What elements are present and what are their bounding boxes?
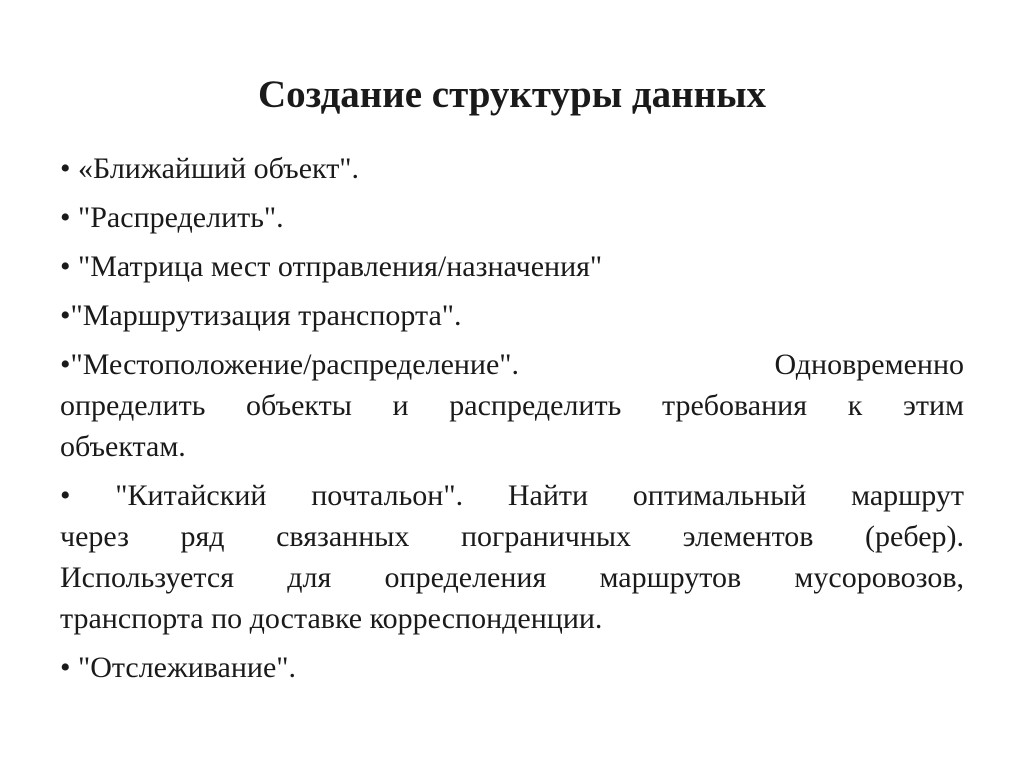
slide-title: Создание структуры данных — [257, 73, 767, 116]
bullet-item — [60, 246, 964, 287]
bullet-text: • "Отслеживание". — [60, 651, 297, 684]
bullet-item — [60, 344, 964, 467]
bullet-text-line: через ряд связанных пограничных элементов (ребер). — [60, 520, 964, 553]
bullet-text: •"Маршрутизация транспорта". — [60, 299, 462, 332]
bullet-text-line: • "Китайский почтальон". Найти оптимальный маршрут — [60, 479, 964, 512]
bullet-item — [60, 197, 964, 238]
bullet-item — [60, 148, 964, 189]
bullet-text: • "Матрица мест отправления/назначения" — [60, 250, 603, 283]
bullet-text-line: Используется для определения маршрутов мусоровозов, — [60, 561, 964, 594]
bullet-text: • "Распределить". — [60, 201, 284, 234]
bullet-text-line: определить объекты и распределить требования к этим — [60, 389, 964, 422]
bullet-text-line: •"Местоположение/распределение". Одновременно — [60, 348, 964, 381]
bullet-text-line: транспорта по доставке корреспонденции. — [60, 602, 603, 635]
bullet-text: • «Ближайший объект". — [60, 152, 360, 185]
bullet-item — [60, 295, 964, 336]
bullet-item — [60, 647, 964, 688]
bullet-list — [60, 148, 964, 696]
bullet-item — [60, 475, 964, 639]
bullet-text-line: объектам. — [60, 430, 186, 463]
